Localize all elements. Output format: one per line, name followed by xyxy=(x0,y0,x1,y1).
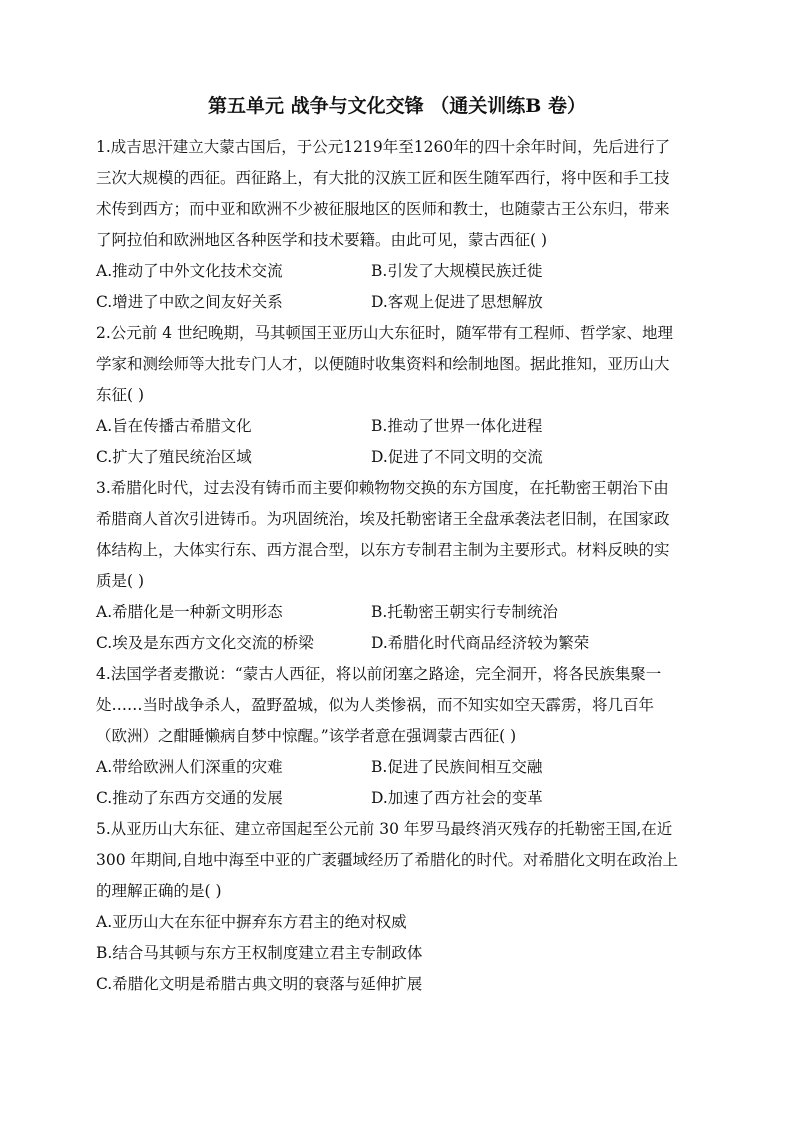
q5-stem-line-3: 的理解正确的是( ) xyxy=(96,882,222,900)
q1-stem-line-2: 三次大规模的西征。西征路上，有大批的汉族工匠和医生随军西行，将中医和手工技 xyxy=(96,169,670,187)
q3-stem-line-1: 3.希腊化时代，过去没有铸币而主要仰赖物物交换的东方国度，在托勒密王朝治下由 xyxy=(96,479,669,497)
q4-stem-line-1: 4.法国学者麦撒说：“蒙古人西征，将以前闭塞之路途，完全洞开，将各民族集聚一 xyxy=(96,665,662,683)
q2-stem-line-2: 学家和测绘师等大批专门人才，以便随时收集资料和绘制地图。据此推知，亚历山大 xyxy=(96,355,670,373)
q2-option-d: D.促进了不同文明的交流 xyxy=(371,448,543,466)
q4-stem-line-3: （欧洲）之酣睡懒病自梦中惊醒。”该学者意在强调蒙古西征( ) xyxy=(96,727,517,745)
q5-stem-line-1: 5.从亚历山大东征、建立帝国起至公元前 30 年罗马最终消灭残存的托勒密王国,在近 xyxy=(96,820,673,838)
q3-stem-line-3: 体结构上，大体实行东、西方混合型，以东方专制君主制为主要形式。材料反映的实 xyxy=(96,541,670,559)
q1-option-d: D.客观上促进了思想解放 xyxy=(371,293,543,311)
q5-option-a: A.亚历山大在东征中摒弃东方君主的绝对权威 xyxy=(96,913,407,931)
q3-option-d: D.希腊化时代商品经济较为繁荣 xyxy=(371,634,590,652)
q2-stem-line-1: 2.公元前 4 世纪晚期，马其顿国王亚历山大东征时，随军带有工程师、哲学家、地理 xyxy=(96,324,674,342)
q1-stem-line-4: 了阿拉伯和欧洲地区各种医学和技术要籍。由此可见，蒙古西征( ) xyxy=(96,231,548,249)
q4-option-c: C.推动了东西方交通的发展 xyxy=(96,789,283,807)
q2-option-c: C.扩大了殖民统治区域 xyxy=(96,448,252,466)
q4-option-d: D.加速了西方社会的变革 xyxy=(371,789,543,807)
q1-stem-line-1: 1.成吉思汗建立大蒙古国后，于公元1219年至1260年的四十余年时间，先后进行了 xyxy=(96,138,671,156)
q3-option-a: A.希腊化是一种新文明形态 xyxy=(96,603,283,621)
q2-stem-line-3: 东征( ) xyxy=(96,386,145,404)
q4-stem-line-2: 处……当时战争杀人，盈野盈城，似为人类惨祸，而不知实如空天霹雳，将几百年 xyxy=(96,696,655,714)
q2-option-a: A.旨在传播古希腊文化 xyxy=(96,417,252,435)
q4-option-a: A.带给欧洲人们深重的灾难 xyxy=(96,758,283,776)
q5-stem-line-2: 300 年期间,自地中海至中亚的广袤疆域经历了希腊化的时代。对希腊化文明在政治上 xyxy=(96,851,678,869)
q1-option-a: A.推动了中外文化技术交流 xyxy=(96,262,283,280)
q3-option-b: B.托勒密王朝实行专制统治 xyxy=(371,603,558,621)
q1-option-b: B.引发了大规模民族迁徙 xyxy=(371,262,543,280)
q5-option-c: C.希腊化文明是希腊古典文明的衰落与延伸扩展 xyxy=(96,975,423,993)
q1-option-c: C.增进了中欧之间友好关系 xyxy=(96,293,283,311)
q3-stem-line-2: 希腊商人首次引进铸币。为巩固统治，埃及托勒密诸王全盘承袭法老旧制，在国家政 xyxy=(96,510,670,528)
q4-option-b: B.促进了民族间相互交融 xyxy=(371,758,543,776)
q2-option-b: B.推动了世界一体化进程 xyxy=(371,417,543,435)
q1-stem-line-3: 术传到西方；而中亚和欧洲不少被征服地区的医师和教士，也随蒙古王公东归，带来 xyxy=(96,200,670,218)
q3-option-c: C.埃及是东西方文化交流的桥梁 xyxy=(96,634,314,652)
q5-option-b: B.结合马其顿与东方王权制度建立君主专制政体 xyxy=(96,944,423,962)
q3-stem-line-4: 质是( ) xyxy=(96,572,145,590)
page-title: 第五单元 战争与文化交锋 （通关训练B 卷） xyxy=(208,95,586,117)
